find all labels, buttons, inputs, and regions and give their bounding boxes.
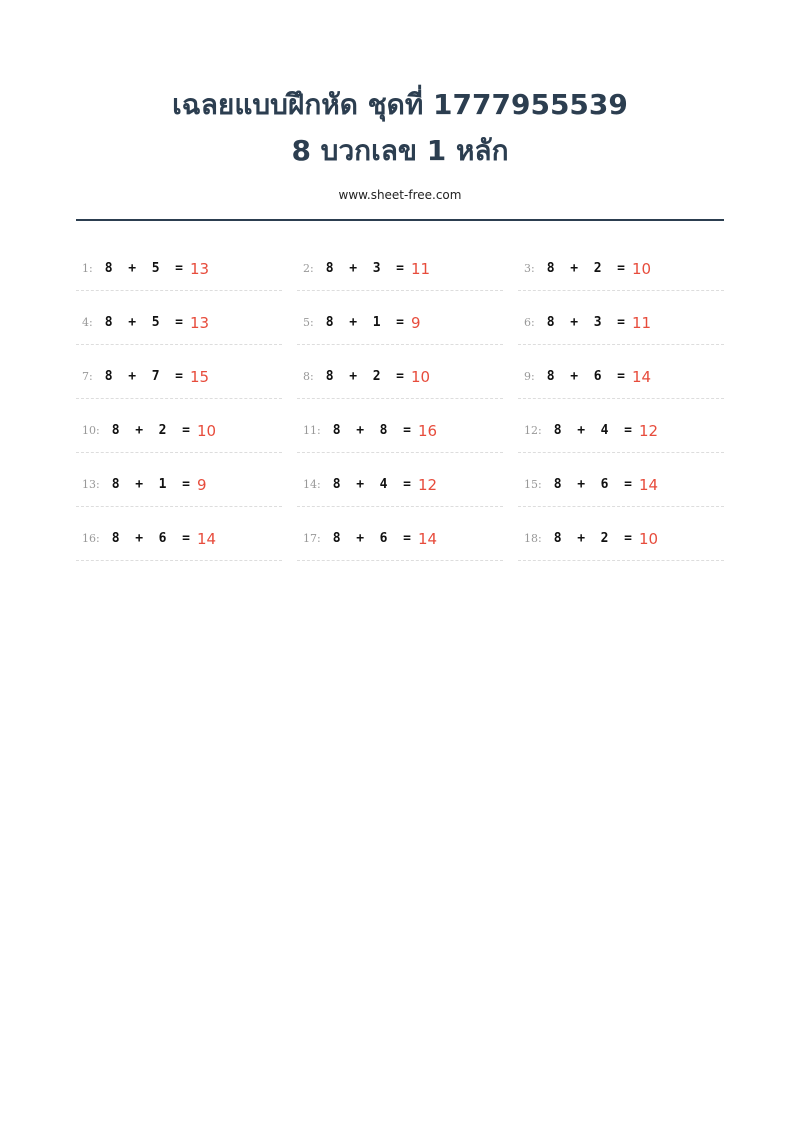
expression-operator: + xyxy=(356,531,365,546)
expression-operand-a: 8 xyxy=(332,477,341,492)
problem-number: 5: xyxy=(303,316,314,329)
problem-number: 7: xyxy=(82,370,93,383)
problem-number: 14: xyxy=(303,478,321,491)
expression-operand-a: 8 xyxy=(111,531,120,546)
expression-operator: + xyxy=(135,531,144,546)
problem-item xyxy=(76,247,282,291)
problem-expression xyxy=(326,261,404,276)
problem-number: 12: xyxy=(524,424,542,437)
problem-item xyxy=(297,517,503,561)
problem-item xyxy=(518,409,724,453)
expression-equals: = xyxy=(396,315,404,330)
expression-operator: + xyxy=(577,423,586,438)
expression-operator: + xyxy=(570,315,579,330)
expression-operand-b: 6 xyxy=(158,531,167,546)
expression-operand-a: 8 xyxy=(546,369,555,384)
expression-operator: + xyxy=(128,315,137,330)
header-divider xyxy=(76,219,724,221)
expression-operand-a: 8 xyxy=(332,531,341,546)
expression-operator: + xyxy=(135,423,144,438)
expression-operator: + xyxy=(128,369,137,384)
page-title: เฉลยแบบฝึกหัด ชุดที่ 1777955539 xyxy=(172,88,628,121)
expression-operand-b: 5 xyxy=(151,315,160,330)
expression-operand-b: 8 xyxy=(379,423,388,438)
problem-expression xyxy=(554,531,632,546)
problem-answer: 16 xyxy=(417,421,438,440)
expression-operator: + xyxy=(577,477,586,492)
problem-answer: 11 xyxy=(411,259,431,278)
expression-equals: = xyxy=(182,531,190,546)
expression-operand-b: 6 xyxy=(593,369,602,384)
problem-answer: 11 xyxy=(632,313,652,332)
expression-equals: = xyxy=(403,531,411,546)
expression-equals: = xyxy=(617,315,625,330)
problem-answer: 15 xyxy=(190,367,210,386)
expression-equals: = xyxy=(182,423,190,438)
problem-item xyxy=(518,355,724,399)
problem-number: 4: xyxy=(82,316,93,329)
problem-expression xyxy=(112,531,190,546)
expression-operand-b: 2 xyxy=(600,531,609,546)
problem-number: 15: xyxy=(524,478,542,491)
website-url: www.sheet-free.com xyxy=(338,188,462,202)
problem-item xyxy=(297,355,503,399)
expression-operand-a: 8 xyxy=(325,369,334,384)
expression-operand-a: 8 xyxy=(546,315,555,330)
problem-number: 3: xyxy=(524,262,535,275)
expression-operator: + xyxy=(349,369,358,384)
expression-operand-a: 8 xyxy=(104,315,113,330)
expression-equals: = xyxy=(182,477,190,492)
problem-number: 13: xyxy=(82,478,100,491)
problem-expression xyxy=(105,369,183,384)
problem-expression xyxy=(112,423,190,438)
worksheet-header xyxy=(76,82,724,202)
problem-expression xyxy=(554,423,632,438)
expression-operand-b: 1 xyxy=(372,315,381,330)
expression-operator: + xyxy=(356,423,365,438)
problem-item xyxy=(518,463,724,507)
problem-expression xyxy=(547,315,625,330)
problem-item xyxy=(76,409,282,453)
expression-operator: + xyxy=(349,261,358,276)
expression-equals: = xyxy=(175,261,183,276)
expression-equals: = xyxy=(624,477,632,492)
problem-number: 9: xyxy=(524,370,535,383)
problem-expression xyxy=(105,315,183,330)
problem-expression xyxy=(112,477,190,492)
problem-expression xyxy=(333,477,411,492)
expression-operator: + xyxy=(349,315,358,330)
expression-operand-a: 8 xyxy=(553,477,562,492)
expression-operator: + xyxy=(128,261,137,276)
problem-item xyxy=(518,247,724,291)
problem-expression xyxy=(547,261,625,276)
problem-expression xyxy=(554,477,632,492)
expression-operator: + xyxy=(570,369,579,384)
expression-operand-b: 3 xyxy=(372,261,381,276)
problem-answer: 14 xyxy=(638,475,659,494)
expression-operand-a: 8 xyxy=(104,369,113,384)
problem-answer: 13 xyxy=(190,259,210,278)
expression-operand-b: 4 xyxy=(379,477,388,492)
problem-number: 6: xyxy=(524,316,535,329)
problem-answer: 14 xyxy=(632,367,652,386)
expression-equals: = xyxy=(175,315,183,330)
expression-operand-b: 1 xyxy=(158,477,167,492)
problem-item xyxy=(76,463,282,507)
expression-operand-b: 2 xyxy=(372,369,381,384)
expression-equals: = xyxy=(175,369,183,384)
problem-number: 11: xyxy=(303,424,321,437)
problem-answer: 12 xyxy=(638,421,659,440)
problem-number: 1: xyxy=(82,262,93,275)
problem-number: 10: xyxy=(82,424,100,437)
expression-operand-b: 7 xyxy=(151,369,160,384)
problem-answer: 9 xyxy=(411,313,421,332)
problem-expression xyxy=(326,315,404,330)
page-subtitle: 8 บวกเลข 1 หลัก xyxy=(291,134,509,167)
expression-operand-b: 2 xyxy=(593,261,602,276)
expression-operator: + xyxy=(135,477,144,492)
problem-expression xyxy=(547,369,625,384)
expression-operand-b: 4 xyxy=(600,423,609,438)
problem-item xyxy=(297,301,503,345)
expression-operand-a: 8 xyxy=(332,423,341,438)
problem-item xyxy=(297,409,503,453)
expression-operand-a: 8 xyxy=(111,423,120,438)
problem-expression xyxy=(333,423,411,438)
problem-answer: 14 xyxy=(417,529,438,548)
problem-expression xyxy=(105,261,183,276)
problem-item xyxy=(297,247,503,291)
expression-equals: = xyxy=(617,369,625,384)
problem-number: 18: xyxy=(524,532,542,545)
expression-equals: = xyxy=(396,261,404,276)
problem-item xyxy=(76,355,282,399)
expression-equals: = xyxy=(403,423,411,438)
problem-answer: 12 xyxy=(417,475,438,494)
problem-number: 2: xyxy=(303,262,314,275)
problem-item xyxy=(518,517,724,561)
problem-item xyxy=(76,301,282,345)
problem-item xyxy=(76,517,282,561)
problem-answer: 9 xyxy=(196,475,207,494)
expression-operand-a: 8 xyxy=(553,423,562,438)
expression-operator: + xyxy=(577,531,586,546)
problem-expression xyxy=(333,531,411,546)
expression-equals: = xyxy=(624,531,632,546)
expression-equals: = xyxy=(617,261,625,276)
expression-operand-a: 8 xyxy=(325,315,334,330)
expression-equals: = xyxy=(396,369,404,384)
problem-grid xyxy=(76,247,724,561)
expression-operand-a: 8 xyxy=(111,477,120,492)
problem-answer: 10 xyxy=(632,259,652,278)
problem-answer: 10 xyxy=(638,529,659,548)
problem-number: 8: xyxy=(303,370,314,383)
problem-answer: 10 xyxy=(411,367,431,386)
problem-number: 17: xyxy=(303,532,321,545)
expression-operand-b: 3 xyxy=(593,315,602,330)
expression-operand-b: 2 xyxy=(158,423,167,438)
expression-operator: + xyxy=(570,261,579,276)
expression-equals: = xyxy=(403,477,411,492)
expression-equals: = xyxy=(624,423,632,438)
expression-operand-a: 8 xyxy=(546,261,555,276)
expression-operand-a: 8 xyxy=(553,531,562,546)
problem-item xyxy=(297,463,503,507)
problem-item xyxy=(518,301,724,345)
problem-answer: 13 xyxy=(190,313,210,332)
expression-operator: + xyxy=(356,477,365,492)
expression-operand-b: 5 xyxy=(151,261,160,276)
problem-expression xyxy=(326,369,404,384)
expression-operand-b: 6 xyxy=(379,531,388,546)
expression-operand-a: 8 xyxy=(104,261,113,276)
expression-operand-a: 8 xyxy=(325,261,334,276)
problem-answer: 10 xyxy=(196,421,217,440)
expression-operand-b: 6 xyxy=(600,477,609,492)
problem-answer: 14 xyxy=(196,529,217,548)
problem-number: 16: xyxy=(82,532,100,545)
